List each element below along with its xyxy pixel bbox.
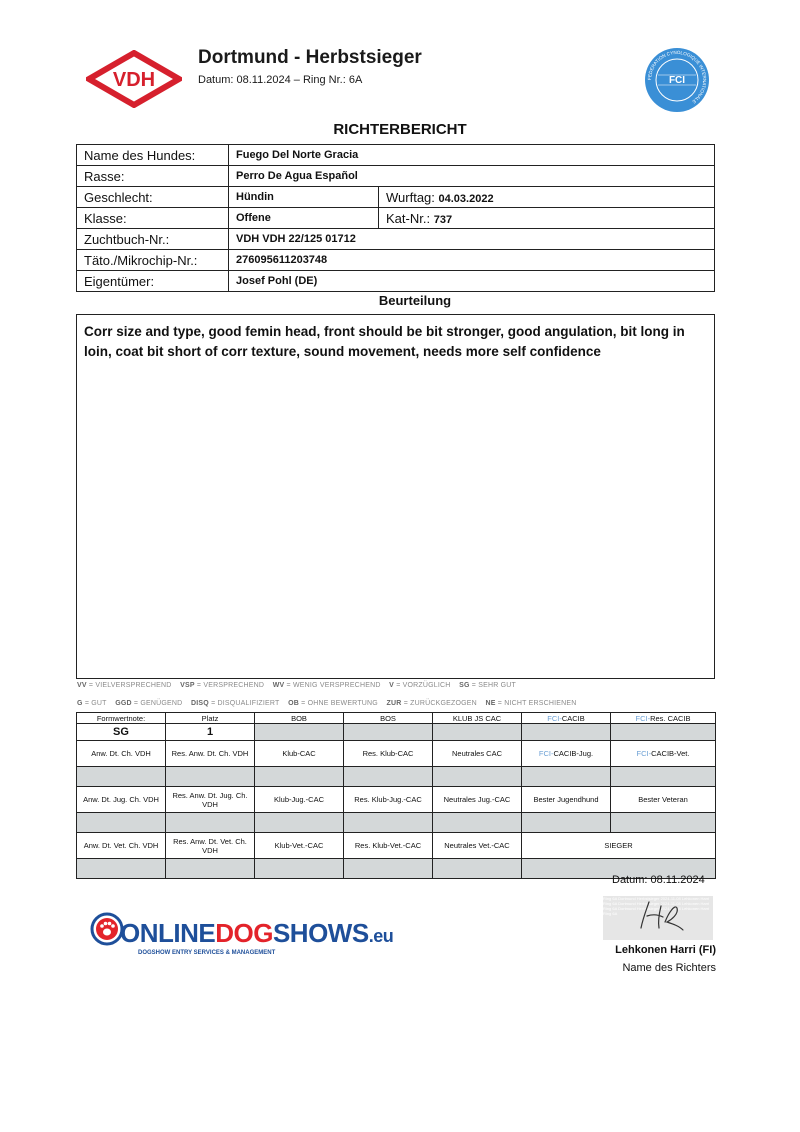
award-label: Res. Anw. Dt. Jug. Ch. VDH <box>166 787 255 813</box>
legend-text: = NICHT ERSCHIENEN <box>497 700 577 707</box>
award-label: Anw. Dt. Jug. Ch. VDH <box>77 787 166 813</box>
assessment-title: Beurteilung <box>378 293 452 308</box>
label-breed: Rasse: <box>77 166 229 187</box>
signature <box>603 896 713 940</box>
row-sex <box>77 187 715 208</box>
award-label: Res. Klub-Jug.-CAC <box>344 787 433 813</box>
place-value: 1 <box>166 724 255 741</box>
legend-text: = GENÜGEND <box>133 700 183 707</box>
event-title: Dortmund - Herbstsieger <box>198 47 422 68</box>
cacib-label: CACIB <box>561 713 585 723</box>
label-catno: Kat-Nr.: <box>386 210 431 226</box>
award-label <box>522 741 611 767</box>
signature-watermark: Ring 6A Dortmund Herbstsieger 2024-11-08 Lehkonen Harri Ring 6A Dortmund Herbstsieger 2024-11-08 Lehkonen Harri Ring 6A Dortmund Herbstsieger 2024-11-08 Lehkonen Harri Ring 6A <box>603 896 710 916</box>
value-class: Offene <box>229 208 379 229</box>
award-cell <box>344 813 433 833</box>
award-label: Klub-Vet.-CAC <box>255 833 344 859</box>
award-cell <box>344 859 433 879</box>
award-cell <box>433 859 522 879</box>
awards-label-row-2 <box>77 787 716 813</box>
header-platz: Platz <box>166 713 255 724</box>
row-breed <box>77 166 715 187</box>
award-label: Bester Jugendhund <box>522 787 611 813</box>
award-label: Klub-CAC <box>255 741 344 767</box>
value-chip: 276095611203748 <box>229 250 715 271</box>
legend-line-1 <box>77 682 516 689</box>
dog-info-table <box>76 144 715 292</box>
row-owner <box>77 271 715 292</box>
award-label: Bester Veteran <box>611 787 716 813</box>
legend-abbr: NE <box>485 700 496 707</box>
award-cell <box>522 767 611 787</box>
award-cell <box>166 813 255 833</box>
legend-text: = OHNE BEWERTUNG <box>301 700 378 707</box>
awards-label-row-1 <box>77 741 716 767</box>
header-bos: BOS <box>344 713 433 724</box>
ods-dog: DOG <box>215 918 273 948</box>
ods-online: ONLINE <box>120 918 216 948</box>
award-label: Anw. Dt. Ch. VDH <box>77 741 166 767</box>
row-chip <box>77 250 715 271</box>
legend-text: = SEHR GUT <box>471 682 516 689</box>
legend-text: = VIELVERSPRECHEND <box>88 682 172 689</box>
legend-abbr: VSP <box>180 682 195 689</box>
legend-abbr: SG <box>459 682 470 689</box>
legend-abbr: WV <box>272 682 285 689</box>
award-cell <box>522 813 611 833</box>
ods-shows: SHOWS <box>272 918 369 948</box>
label-dob: Wurftag: <box>386 189 435 205</box>
award-cell <box>77 813 166 833</box>
report-title: RICHTERBERICHT <box>333 121 467 138</box>
vdh-logo-text: VDH <box>112 69 156 91</box>
award-label-text: CACIB-Vet. <box>651 749 690 758</box>
award-cell <box>255 859 344 879</box>
label-studbook: Zuchtbuch-Nr.: <box>77 229 229 250</box>
awards-label-row-3 <box>77 833 716 859</box>
value-sex: Hündin <box>229 187 379 208</box>
judge-name: Lehkonen Harri (FI) <box>615 944 716 956</box>
ods-logo <box>120 918 393 949</box>
cell-catno <box>379 208 715 229</box>
legend-abbr: GGD <box>115 700 132 707</box>
header-bob: BOB <box>255 713 344 724</box>
award-label: Res. Anw. Dt. Vet. Ch. VDH <box>166 833 255 859</box>
header-cacib <box>522 713 611 724</box>
awards-empty-row-2 <box>77 813 716 833</box>
award-label: Res. Klub-Vet.-CAC <box>344 833 433 859</box>
awards-empty-row-1 <box>77 767 716 787</box>
fci-prefix: FCI- <box>538 749 554 758</box>
fci-logo-text: FCI <box>668 75 686 86</box>
award-label: Neutrales CAC <box>433 741 522 767</box>
signature-scribble <box>603 896 713 940</box>
paw-icon <box>90 912 124 946</box>
label-sex: Geschlecht: <box>77 187 229 208</box>
res-cacib-cell <box>611 724 716 741</box>
legend-text: = VERSPRECHEND <box>196 682 265 689</box>
row-name <box>77 145 715 166</box>
header-formwertnote: Formwertnote: <box>77 713 166 724</box>
award-label-text: CACIB-Jug. <box>553 749 594 758</box>
value-breed: Perro De Agua Español <box>229 166 715 187</box>
legend-text: = WENIG VERSPRECHEND <box>286 682 381 689</box>
legend-line-2 <box>77 700 577 707</box>
awards-header-row <box>77 713 716 724</box>
bos-cell <box>344 724 433 741</box>
cell-dob <box>379 187 715 208</box>
award-label-sieger: SIEGER <box>522 833 716 859</box>
legend-abbr: OB <box>288 700 300 707</box>
value-owner: Josef Pohl (DE) <box>229 271 715 292</box>
award-cell <box>433 813 522 833</box>
row-studbook <box>77 229 715 250</box>
fci-logo <box>644 47 710 113</box>
legend-abbr: V <box>389 682 395 689</box>
value-catno: 737 <box>433 213 453 226</box>
klub-js-cac-cell <box>433 724 522 741</box>
fci-ring-text: FEDERATION CYNOLOGIQUE INTERNATIONALE <box>646 49 708 105</box>
bob-cell <box>255 724 344 741</box>
res-cacib-label: Res. CACIB <box>650 713 691 723</box>
label-dog-name: Name des Hundes: <box>77 145 229 166</box>
header-klub-js-cac: KLUB JS CAC <box>433 713 522 724</box>
ods-tagline: DOGSHOW ENTRY SERVICES & MANAGEMENT <box>138 950 276 956</box>
award-label: Neutrales Jug.-CAC <box>433 787 522 813</box>
legend-abbr: DISQ <box>191 700 209 707</box>
footer-date: Datum: 08.11.2024 <box>612 874 705 886</box>
award-label: Res. Klub-CAC <box>344 741 433 767</box>
legend-abbr: VV <box>77 682 87 689</box>
legend-text: = ZURÜCKGEZOGEN <box>403 700 477 707</box>
award-cell <box>433 767 522 787</box>
value-dog-name: Fuego Del Norte Gracia <box>229 145 715 166</box>
legend-text: = GUT <box>84 700 107 707</box>
legend-text: = VORZÜGLICH <box>396 682 451 689</box>
award-label: Klub-Jug.-CAC <box>255 787 344 813</box>
value-dob: 04.03.2022 <box>438 192 494 205</box>
award-cell <box>611 813 716 833</box>
judge-role: Name des Richters <box>622 962 716 974</box>
award-label: Res. Anw. Dt. Ch. VDH <box>166 741 255 767</box>
legend-text: = DISQUALIFIZIERT <box>211 700 280 707</box>
award-cell <box>344 767 433 787</box>
award-cell <box>77 767 166 787</box>
header-res-cacib <box>611 713 716 724</box>
award-cell <box>77 859 166 879</box>
award-label <box>611 741 716 767</box>
legend-abbr: G <box>77 700 83 707</box>
award-cell <box>166 767 255 787</box>
vdh-logo <box>86 50 182 108</box>
award-cell <box>255 767 344 787</box>
fci-prefix: FCI- <box>636 749 652 758</box>
event-subtitle: Datum: 08.11.2024 – Ring Nr.: 6A <box>198 74 363 86</box>
fci-prefix: FCI- <box>635 713 651 723</box>
ods-eu: .eu <box>368 926 394 946</box>
awards-table <box>76 712 716 879</box>
award-label: Neutrales Vet.-CAC <box>433 833 522 859</box>
awards-result-row <box>77 724 716 741</box>
cacib-cell <box>522 724 611 741</box>
value-studbook: VDH VDH 22/125 01712 <box>229 229 715 250</box>
award-cell <box>255 813 344 833</box>
legend-abbr: ZUR <box>386 700 402 707</box>
assessment-text: Corr size and type, good femin head, front should be bit stronger, good angulation, bit long in loin, coat bit short of corr texture, sound movement, needs more self confidence <box>76 314 715 679</box>
label-class: Klasse: <box>77 208 229 229</box>
grade-value: SG <box>77 724 166 741</box>
fci-prefix: FCI- <box>547 713 562 723</box>
award-label: Anw. Dt. Vet. Ch. VDH <box>77 833 166 859</box>
award-cell <box>166 859 255 879</box>
label-chip: Täto./Mikrochip-Nr.: <box>77 250 229 271</box>
label-owner: Eigentümer: <box>77 271 229 292</box>
award-cell <box>611 767 716 787</box>
row-class <box>77 208 715 229</box>
